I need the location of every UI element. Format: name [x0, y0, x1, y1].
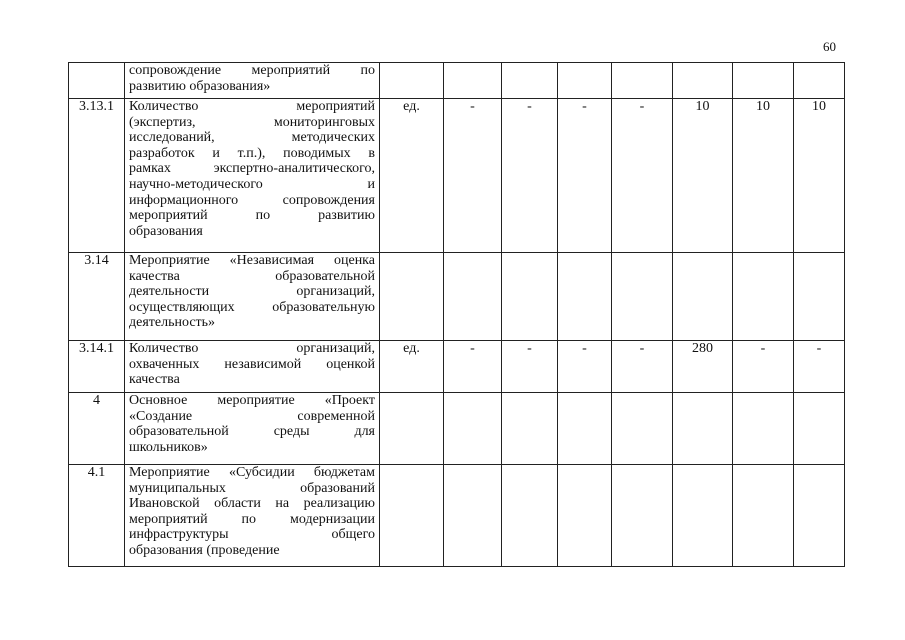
row-value: - — [444, 341, 502, 393]
description-line: качества — [129, 372, 180, 388]
row-value — [558, 253, 612, 341]
row-value — [444, 393, 502, 465]
row-value — [612, 393, 673, 465]
description-line: Количество мероприятий — [129, 99, 375, 114]
row-value — [558, 63, 612, 99]
row-number: 4 — [69, 393, 125, 465]
row-value — [444, 63, 502, 99]
row-value — [612, 253, 673, 341]
description-line: образования — [129, 223, 203, 239]
description-line: рамках экспертно-аналитического, — [129, 161, 375, 177]
table-row — [69, 341, 845, 393]
row-value — [673, 253, 733, 341]
description-line: исследований, методических — [129, 130, 375, 146]
table-row — [69, 465, 845, 567]
row-value — [612, 63, 673, 99]
row-value — [733, 253, 794, 341]
description-line: деятельность» — [129, 315, 216, 331]
description-line: охваченных независимой оценкой — [129, 356, 375, 372]
row-value — [794, 393, 845, 465]
description-line: разработок и т.п.), поводимых в — [129, 145, 375, 161]
row-value: - — [794, 341, 845, 393]
description-line: осуществляющих образовательную — [129, 299, 375, 315]
row-value: - — [558, 99, 612, 253]
description-line: информационного сопровождения — [129, 192, 375, 208]
row-description — [125, 393, 380, 465]
table-row — [69, 253, 845, 341]
row-description — [125, 253, 380, 341]
description-line: школьников» — [129, 439, 208, 455]
row-value — [612, 465, 673, 567]
row-value — [673, 63, 733, 99]
row-number — [69, 63, 125, 99]
row-value — [794, 465, 845, 567]
description-line: (экспертиз, мониторинговых — [129, 114, 375, 130]
row-value — [794, 253, 845, 341]
row-value — [673, 465, 733, 567]
row-value — [794, 63, 845, 99]
row-number: 4.1 — [69, 465, 125, 567]
description-line: Мероприятие «Независимая оценка — [129, 253, 375, 268]
row-number: 3.14 — [69, 253, 125, 341]
row-unit — [380, 393, 444, 465]
row-value: - — [733, 341, 794, 393]
description-line: мероприятий по развитию — [129, 208, 375, 224]
description-line: сопровождение мероприятий по — [129, 63, 375, 78]
row-value: 10 — [673, 99, 733, 253]
table-row — [69, 99, 845, 253]
description-line: Основное мероприятие «Проект — [129, 393, 375, 408]
description-line: «Создание современной — [129, 408, 375, 424]
description-line: образовательной среды для — [129, 424, 375, 440]
row-description — [125, 465, 380, 567]
row-description — [125, 99, 380, 253]
row-value — [502, 253, 558, 341]
row-value — [558, 465, 612, 567]
description-line: Мероприятие «Субсидии бюджетам — [129, 465, 375, 480]
row-value: - — [612, 99, 673, 253]
row-value — [444, 253, 502, 341]
row-value — [673, 393, 733, 465]
row-description — [125, 341, 380, 393]
row-unit: ед. — [380, 99, 444, 253]
description-line: мероприятий по модернизации — [129, 511, 375, 527]
row-value — [558, 393, 612, 465]
description-line: инфраструктуры общего — [129, 527, 375, 543]
row-number: 3.13.1 — [69, 99, 125, 253]
indicators-table — [68, 62, 845, 567]
page-number: 60 — [823, 39, 836, 54]
row-value: - — [558, 341, 612, 393]
row-value: - — [502, 99, 558, 253]
description-line: образования (проведение — [129, 542, 280, 558]
row-value — [733, 465, 794, 567]
description-line: Количество организаций, — [129, 341, 375, 356]
description-line: Ивановской области на реализацию — [129, 496, 375, 512]
row-unit — [380, 63, 444, 99]
row-value — [502, 393, 558, 465]
row-value — [733, 393, 794, 465]
row-value: - — [612, 341, 673, 393]
row-value: 10 — [794, 99, 845, 253]
row-unit: ед. — [380, 341, 444, 393]
row-number: 3.14.1 — [69, 341, 125, 393]
table-row — [69, 63, 845, 99]
description-line: деятельности организаций, — [129, 284, 375, 300]
row-unit — [380, 253, 444, 341]
description-line: качества образовательной — [129, 268, 375, 284]
row-value — [733, 63, 794, 99]
description-line: научно-методического и — [129, 176, 375, 192]
row-value — [502, 465, 558, 567]
row-unit — [380, 465, 444, 567]
row-value: 10 — [733, 99, 794, 253]
row-description — [125, 63, 380, 99]
description-line: муниципальных образований — [129, 480, 375, 496]
table-row — [69, 393, 845, 465]
row-value: - — [502, 341, 558, 393]
row-value — [502, 63, 558, 99]
description-line: развитию образования» — [129, 78, 271, 94]
row-value — [444, 465, 502, 567]
row-value: - — [444, 99, 502, 253]
row-value: 280 — [673, 341, 733, 393]
